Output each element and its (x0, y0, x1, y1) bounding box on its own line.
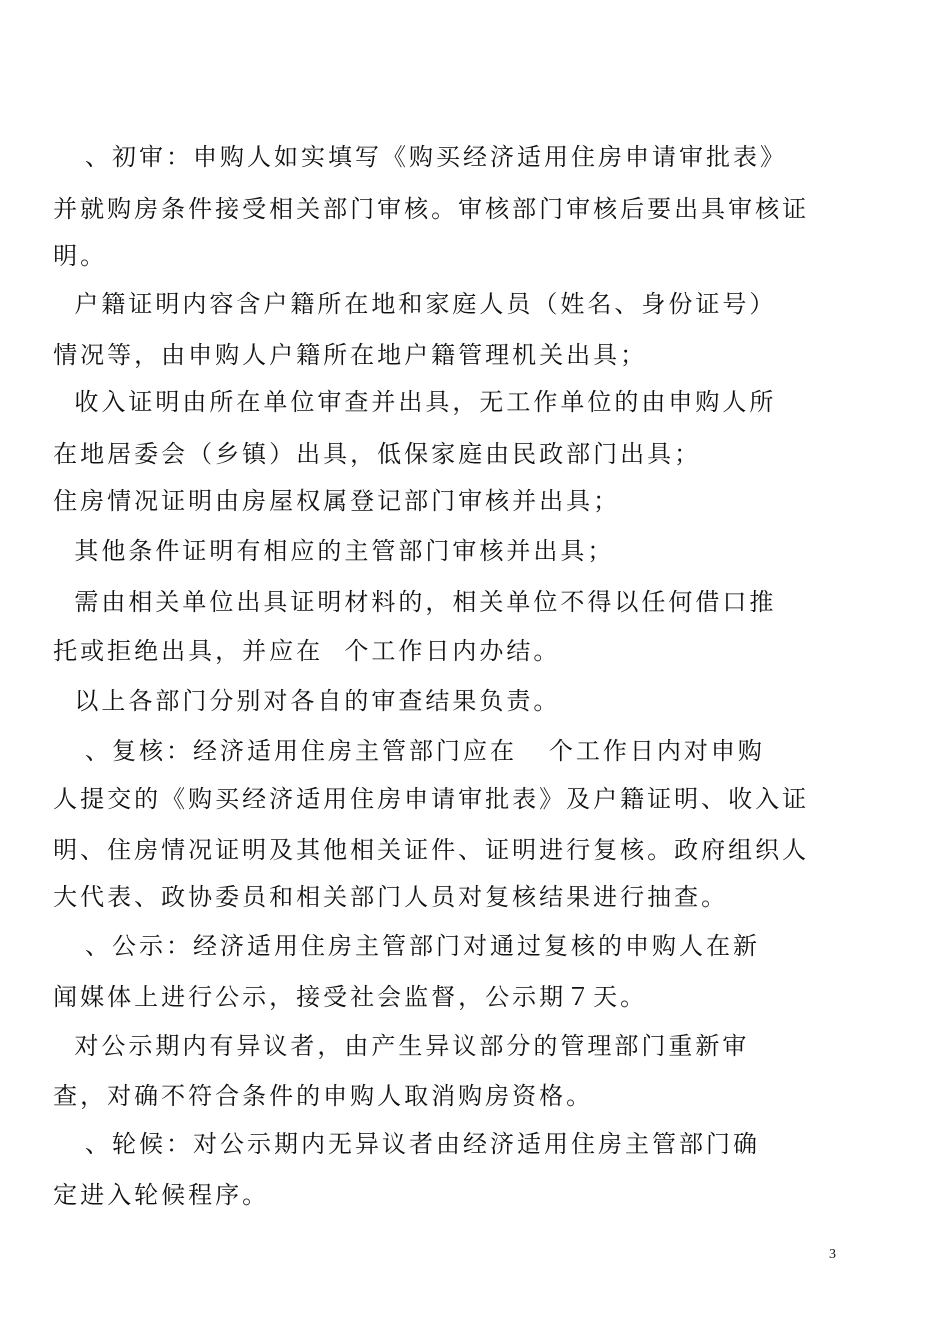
paragraph-line: 、复核：经济适用住房主管部门应在 个工作日内对申购 (0, 737, 765, 765)
paragraph-line: 在地居委会（乡镇）出具，低保家庭由民政部门出具； (0, 440, 702, 468)
paragraph-line: 户籍证明内容含户籍所在地和家庭人员（姓名、身份证号） (0, 290, 777, 318)
paragraph-line: 其他条件证明有相应的主管部门审核并出具； (0, 537, 615, 565)
paragraph-line: 、公示：经济适用住房主管部门对通过复核的申购人在新 (0, 932, 761, 960)
paragraph-line: 住房情况证明由房屋权属登记部门审核并出具； (0, 487, 621, 515)
paragraph-line: 、轮候：对公示期内无异议者由经济适用住房主管部门确 (0, 1130, 761, 1158)
paragraph-line: 托或拒绝出具，并应在 个工作日内办结。 (0, 637, 561, 665)
page-number: 3 (829, 1247, 836, 1262)
paragraph-line: 明、住房情况证明及其他相关证件、证明进行复核。政府组织人 (0, 836, 810, 864)
paragraph-line: 定进入轮候程序。 (0, 1181, 270, 1209)
paragraph-line: 大代表、政协委员和相关部门人员对复核结果进行抽查。 (0, 883, 729, 911)
paragraph-line: 查，对确不符合条件的申购人取消购房资格。 (0, 1082, 594, 1110)
paragraph-line: 以上各部门分别对各自的审查结果负责。 (0, 687, 561, 715)
paragraph-line: 闻媒体上进行公示，接受社会监督，公示期７天。 (0, 983, 648, 1011)
paragraph-line: 需由相关单位出具证明材料的，相关单位不得以任何借口推 (0, 588, 777, 616)
paragraph-line: 收入证明由所在单位审查并出具，无工作单位的由申购人所 (0, 388, 777, 416)
paragraph-line: 并就购房条件接受相关部门审核。审核部门审核后要出具审核证 (0, 195, 810, 223)
paragraph-line: 、初审：申购人如实填写《购买经济适用住房申请审批表》 (0, 143, 788, 171)
paragraph-line: 对公示期内有异议者，由产生异议部分的管理部门重新审 (0, 1032, 750, 1060)
paragraph-line: 人提交的《购买经济适用住房申请审批表》及户籍证明、收入证 (0, 785, 810, 813)
paragraph-line: 情况等，由申购人户籍所在地户籍管理机关出具； (0, 341, 648, 369)
paragraph-line: 明。 (0, 242, 108, 270)
